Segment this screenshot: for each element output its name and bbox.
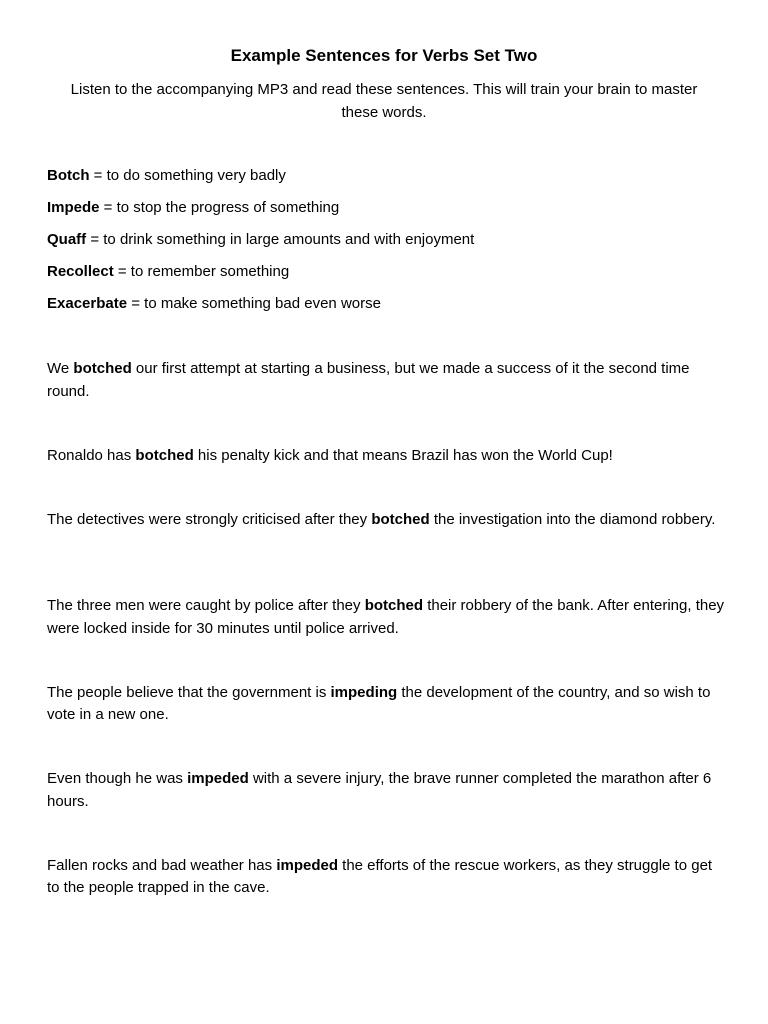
sentence-text: our first attempt at starting a business, but we made a success of it the second time round. bbox=[47, 360, 690, 400]
definition-word: Botch bbox=[47, 167, 90, 184]
definition-item bbox=[47, 261, 727, 283]
example-sentence bbox=[47, 682, 727, 727]
example-sentence bbox=[47, 595, 727, 640]
sentence-verb: botched bbox=[73, 360, 132, 377]
definition-text: = to drink something in large amounts and with enjoyment bbox=[86, 231, 475, 248]
sentence-text: Even though he was bbox=[47, 770, 188, 787]
sentence-verb: impeded bbox=[187, 770, 249, 787]
sentence-verb: impeded bbox=[276, 856, 338, 874]
sentence-text: the efforts of the rescue workers, as they struggle to get to the people trapped in the cave. bbox=[47, 856, 713, 896]
sentence-text: with a severe injury, the brave runner completed the marathon after 6 hours. bbox=[47, 770, 712, 810]
example-sentence bbox=[47, 768, 727, 813]
definition-text: = to stop the progress of something bbox=[99, 199, 340, 216]
sentence-text: Ronaldo has bbox=[47, 446, 136, 464]
example-sentence bbox=[47, 358, 727, 403]
sentence-text: The people believe that the government is bbox=[47, 683, 331, 701]
definition-text: = to do something very badly bbox=[89, 167, 286, 184]
document-title: Example Sentences for Verbs Set Two bbox=[230, 46, 538, 65]
definition-word: Impede bbox=[47, 199, 100, 216]
definition-word: Quaff bbox=[47, 231, 87, 248]
example-sentence bbox=[47, 445, 727, 468]
sentence-text: his penalty kick and that means Brazil has won the World Cup! bbox=[193, 446, 613, 464]
definition-word: Exacerbate bbox=[47, 295, 128, 312]
definition-item bbox=[47, 197, 727, 219]
sentence-verb: impeding bbox=[330, 683, 398, 701]
sentence-verb: botched bbox=[371, 510, 430, 528]
sentence-text: Fallen rocks and bad weather has bbox=[47, 856, 277, 874]
sentence-text: the investigation into the diamond robbery. bbox=[429, 510, 716, 528]
definition-word: Recollect bbox=[47, 263, 114, 280]
intro-paragraph: Listen to the accompanying MP3 and read these sentences. This will train your brain to master these words. bbox=[70, 81, 698, 121]
sentence-text: The three men were caught by police after they bbox=[47, 597, 365, 614]
sentence-text: The detectives were strongly criticised after they bbox=[47, 510, 372, 528]
definition-item bbox=[47, 229, 727, 251]
sentence-text: We bbox=[47, 360, 74, 377]
sentence-verb: botched bbox=[135, 446, 194, 464]
definition-item bbox=[47, 165, 727, 187]
sentence-verb: botched bbox=[364, 597, 424, 614]
example-sentence bbox=[47, 855, 727, 900]
definition-text: = to remember something bbox=[113, 263, 290, 280]
example-sentence bbox=[47, 509, 727, 554]
definitions-list bbox=[47, 165, 727, 325]
sentence-text: their robbery of the bank. After entering, they were locked inside for 30 minutes until police arrived. bbox=[47, 597, 725, 637]
example-sentences bbox=[47, 358, 727, 941]
definition-text: = to make something bad even worse bbox=[127, 295, 381, 312]
sentence-text: the development of the country, and so wish to vote in a new one. bbox=[47, 683, 711, 723]
definition-item bbox=[47, 293, 727, 315]
